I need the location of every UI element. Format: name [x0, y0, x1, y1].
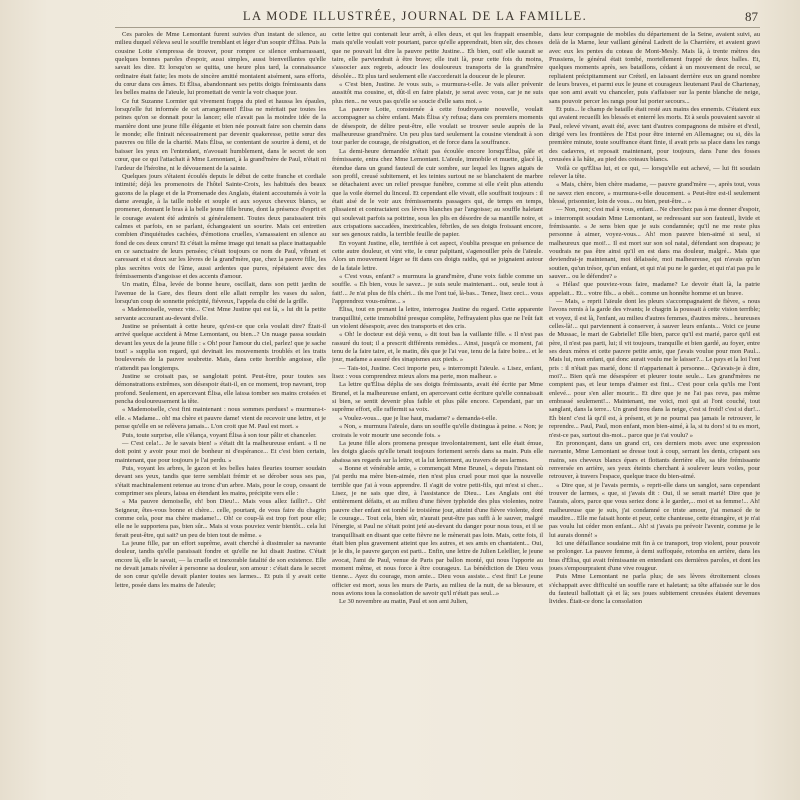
paragraph: « Voulez-vous... que je lise haut, madame? » demanda-t-elle. [339, 414, 498, 422]
paragraph: Un matin, Élisa, levée de bonne heure, oscillait, dans son petit jardin de l'avenue de la Gare, des fleurs dont elle allait remplir les vases du salon, lorsqu'un coup de sonnette précipité, fiévreux, l'appela du côté de la grille. [115, 281, 326, 305]
page-header [110, 9, 760, 25]
running-title: LA MODE ILLUSTRÉE, JOURNAL DE LA FAMILLE. [242, 9, 588, 23]
paragraph: « C'est vous, enfant? » murmura la grand'mère, d'une voix faible comme un souffle. « Eh bien, vous le savez... je suis seule maintenant... oui, seule tout à fait!... Je n'ai plus de fils chéri... ils me l'ont tué, là-bas... Tenez, lisez ceci... vous l'apprendrez vous-même... » [332, 272, 543, 305]
paragraph: Quelques jours s'étaient écoulés depuis le début de cette franche et cordiale intimité; déjà les promenoirs de l'hôtel Sainte-Croix, les habitués des beaux gazons de la plage et de la Promenade des Anglais, étaient accoutumés à voir la dame aveugle, à la taille noble et souple et aux soyeux cheveux blancs, se promener, donnant le bras à la belle jeune fille brune, dont la présence d'esprit et le courage avaient été admirés si généralement. Toutes deux paraissaient très calmes et parfois, en se parlant, échangeaient un sourire. Mais cet entretien combien d'inquiétudes cachées, d'émotions cruelles, s'amassaient en silence au fond de ces deux cœurs! Et c'était la même image qui tenait sa place inattaquable en ce sanctuaire de leurs pensées; c'était toujours ce nom de Paul, vibrant et caressant et si doux sur les lèvres de la grand'mère, que, chez la pauvre fille, les plus secrètes voix de l'âme, aussi ardentes que pures, répétaient avec des frémissements d'angoisse et des accents d'amour. [115, 172, 326, 280]
paragraph: « Non, » murmura l'aïeule, dans un souffle qu'elle distingua à peine. « Non; je croirais le voir mourir une seconde fois. » [332, 423, 543, 439]
text-columns [115, 31, 760, 796]
paragraph: Ce fut Suzanne Lormier qui vivement frappa du pied et haussa les épaules, lorsqu'elle fut informée de cet arrangement! Élisa ne méritait par toutes les peines qu'on se donnait pour la lancer; elle n'avait pas la moindre idée de la manière dont une jeune fille élégante et bien née pouvait faire son chemin dans le monde; elle finirait nécessairement par devenir quakeresse, petite sœur des pauvres ou fille de la charité. Mais Élisa, se contentant de sourire à demi, et de baisser les yeux en l'entendant, n'avouait humblement, dans le secret de son cœur, que ce qui l'attachait à Mme Lemontant, à la grand'mère de Paul, n'était ni l'ardeur de l'héroïne, ni le dévouement de la sainte. [115, 97, 326, 172]
paragraph: — C'est cela!... Je le savais bien! » s'était dit la malheureuse enfant. « Il ne doit point y avoir pour moi de bonheur ni d'espérance... Et c'est bien certain, maintenant, que pour toujours je l'ai perdu. » [115, 439, 326, 464]
paragraph: dans leur compagnie de mobiles du département de la Seine, avaient suivi, au delà de la Marne, leur vaillant général Ladreit de la Charrière, et avaient gravi avec eux les pentes du coteau de Mont-Mesly. Mais là, à trente mètres des Prussiens, le général était tombé, mortellement frappé de deux balles. Et, quelques moments après, ses bataillons, cédant à un mouvement de recul, se repliaient précipitamment sur Créteil, en laissant derrière eux un grand nombre de leurs braves, et parmi eux le jeune et courageux lieutenant Paul de Chartenay, que son ami avait vu chanceler, puis s'affaisser sur la pente blanche de neige, sans pouvoir percer les rangs pour lui porter secours... [549, 31, 760, 105]
paragraph: — Non, non; c'est mal à vous, enfant... Ne cherchez pas à me donner d'espoir, » interrompit soudain Mme Lemontant, se redressant sur son fauteuil, livide et frémissante. « Je sens bien que je suis condamnée; qu'il ne me reste plus personne à aimer, voyez-vous... Ah! mon pauvre bien-aimé si seul, si malheureux que moi!... Il est mort sur son sol natal, défendant son drapeau; je voudrais ne pas être ainsi qu'il en est dans ma douleur, malgré... Mais que deviendrai-je maintenant, moi délaissée, moi malheureuse, qui n'avais qu'un soutien, qu'un trésor, qu'un enfant, et qui n'ai pu ne le garder, et qui n'ai pas pu le sauver... ou le défendre? » [549, 206, 760, 280]
paragraph: Élisa, tout en prenant la lettre, interrogea Justine du regard. Cette apparente tranquillité, cette immobilité presque complète, l'effrayaient plus que ne l'eût fait un violent désespoir, avec des transports et des cris. [332, 306, 543, 331]
paragraph: « Dire que, si je l'avais permis, » reprit-elle dans un sanglot, sans cependant trouver de larmes, « que, si j'avais dit : Oui, il se serait marié! Dire que je l'aurais, alors, parce que vous seriez donc à le garder,... moi et sa femme!... Ah! malheureuse que je suis, j'ai condamné ce triste amour, j'ai menacé de te maudire... Elle me faisait honte et peur, cette chanteuse, cette étrangère, et je n'ai pas voulu lui céder mon enfant... Ah! si j'avais pu prévoir l'avenir, comme je le lui aurais donné! » [549, 481, 760, 539]
paragraph: « Ma pauvre demoiselle, eh! bon Dieu!... Mais vous allez faillir?... Oh! Seigneur, êtes-vous bonne et chère... celle, pourtant, de vous faire du chagrin comme cela, pour ma chère madame!... Oh! ce coup-là est trop fort pour elle; elle ne le supportera pas, bien sûr... Mais si vous pouviez venir bientôt... cela lui ferait peut-être, qui sait? un peu de bien tout de même. » [115, 498, 326, 539]
paragraph: « Oh! le docteur est déjà venu, » dit tout bas la vaillante fille. « Il n'est pas rassuré du tout; il a prescrit différents remèdes... Ainsi, jusqu'à ce moment, j'ai tenu de la faire taire, et, le matin, dès que je l'ai vue, tenu de la faire boire... et le jour, madame a assuré des sinapismes aux pieds. » [332, 331, 543, 364]
paragraph: cette lettre qui contenait leur arrêt, à elles deux, et qui les frappait ensemble, mais qu'elle voulait voir pourtant, parce qu'elle apprendrait, bien sûr, des choses que ne pouvait lui dire la pauvre petite Justine... Eh bien, oui! elle saurait se taire, elle parviendrait à être brave; elle irait là, pour cette fois du moins, s'associer aux regrets, adoucir les douloureux transports de la grand'mère désolée... Et plus tard seulement elle s'accorderait la douceur de le pleurer. [332, 31, 543, 80]
text-column-1 [115, 31, 326, 796]
paragraph: La lettre qu'Élisa déplia de ses doigts frémissants, avait été écrite par Mme Brunel, et la malheureuse enfant, en apercevant cette écriture qu'elle connaissait si bien, se sentit devenir plus faible et plus pâle encore. Cependant, par un suprême effort, elle raffermit sa voix. [332, 381, 543, 414]
paragraph: La jeune fille alors promena presque involontairement, tant elle était émue, les doigts glacés qu'elle tenait toujours fortement serrés dans sa main. Puis elle abaissa ses regards sur la lettre, et la lut lentement, au travers de ses larmes. [332, 439, 543, 464]
paragraph: Puis, toute surprise, elle s'élança, voyant Élisa à son tour pâlir et chanceler. [122, 431, 317, 439]
paragraph: En voyant Justine, elle, terrifiée à cet aspect, s'oublia presque en présence de cette autre douleur, et vint vite, le cœur palpitant, s'agenouiller près de l'aïeule. Alors un mouvement léger se fit dans ces doigts raidis, qui se joignaient autour de la fatale lettre. [332, 239, 543, 272]
paragraph: La demi-heure demandée n'était pas écoulée encore lorsqu'Élisa, pâle et frémissante, entra chez Mme Lemontant. L'aïeule, immobile et muette, glacé là, étendue dans un grand fauteuil de cuir sombre, sur lequel les lignes aiguës de son profil, creusé subitement, et les teintes surtout ne se blanchaient de marbre se détachaient avec un relief presque funèbre, comme si elle s'eût plus attendu que la voile éternel du linceul. Et cependant elle vivait, elle souffrait toujours : il était aisé de le voir aux frémissements passagers qui, de temps en temps, plissaient et contractaient ces lèvres blanches par l'angoisse; au souffle haletant qui soulevait parfois sa poitrine, sous les plis en désordre de sa mantille noire, et aux crispations saccadées, inextricables, fébriles, de ses doigts froissant encore, sur ses genoux raidis, la terrible feuille de papier. [332, 147, 543, 239]
paragraph: Et puis... le champ de bataille était resté aux mains des ennemis. C'étaient eux qui avaient recueilli les blessés et enterré les morts. Et à seuls pouvaient savoir si Paul, relevé vivant, avait été, avec tant d'autres compagnons de misère et d'exil, dirigé vers les frontières de l'Est pour être interné en Allemagne; ou si, dès la première minute, toute souffrance étant finie, il avait pris sa place dans les rangs des cadavres, et reposait maintenant, pour toujours, dans l'une des fosses creusées à la hâte, au pied des coteaux blancs. [549, 106, 760, 164]
header-rule [115, 27, 760, 28]
paragraph: Voilà ce qu'Élisa lut, et ce qui, — lorsqu'elle eut achevé, — lui fit soudain relever la tête. [549, 164, 760, 180]
paragraph: Ici une défaillance soudaine mit fin à ce transport, trop violent, pour pouvoir se prolonger. La pauvre femme, à demi suffoquée, retomba en arrière, dans les bras d'Élisa, qui avait frémissante en entendant ces dernières paroles, et dont les joues s'empourpraient d'une vive rougeur. [549, 539, 760, 572]
paragraph: « Mademoiselle, venez vite... C'est Mme Justine qui est là, » lui dit la petite servante accourant au-devant d'elle. [115, 306, 326, 322]
paragraph: « Mais, chère, bien chère madame, — pauvre grand'mère —, après tout, vous ne savez rien encore, » murmura-t-elle doucement. « Peut-être est-il seulement blessé, prisonnier, loin de vous... ou bien, peut-être... » [549, 181, 760, 205]
paragraph: « Hélas! que pouviez-vous faire, madame? Le devoir était là, la patrie appelait... Et... votre fils... a obéi... comme un honnête homme et un brave. [549, 281, 760, 297]
paragraph: En prononçant, dans un grand cri, ces derniers mots avec une expression navrante, Mme Lemontant se dresse tout à coup, serrant les dents, crispant ses mains, ses cheveux blancs épars et flottants derrière elle, sa tête frémissante renversée en arrière, ses yeux éteints cherchant à soulever leurs voiles, pour retrouver, à travers l'espace, quelque trace du bien-aimé. [549, 439, 760, 481]
paragraph: « Bonne et vénérable amie, » commençait Mme Brunel, « depuis l'instant où j'ai perdu ma mère bien-aimée, rien n'est plus cruel pour moi que la nouvelle terrible que j'ai à vous apprendre. Il s'agit de votre petit-fils, qui m'est si cher... Lisez, je ne sais que dire, à l'assistance de Dieu... Les Anglais ont été entièrement défaits, et au milieu d'une fièvre typhoïde des plus violentes, notre pauvre cher enfant est tombé le troisième jour, atteint d'une fièvre violente, dont le courage... Tout cela, bien sûr, n'aurait peut-être pas suffi à le sauver, malgré l'énergie, si Paul ne s'était point jeté au-devant du danger pour nous tous, et il se tranquillisait en disant que cette fièvre ne le mènerait pas loin. Mais, cette fois, il était bien plus gravement atteint que les autres, et ses amis en chantaient... Oui, je le dis, le pauvre garçon est parti... Enfin, une lettre de Julien Lelellier, le jeune avocat, l'ami de Paul, venue de Paris par ballon monté, qui nous l'apporte au moment même, et nous force à être courageux. La bénédiction de Dieu vous tienne... Ayez du courage, mon amie... Dieu vous assiste... c'est fini! Le jeune officier est mort, sous les murs de Paris, au milieu de la nuit, de sa blessure, et nous avions tous la consolation de savoir qu'il n'était pas seul...» [332, 464, 543, 598]
text-column-2 [332, 31, 543, 796]
paragraph: Puis, voyant les arbres, le gazon et les belles haies fleuries tourner soudain devant ses yeux, tandis que terre semblait frémir et se dérober sous ses pas, s'était machinalement retenue au tronc d'un arbre. Mais, pour le coup, cessant de comprimer ses pleurs, laissa en étendant les mains, précipite vers elle : [115, 464, 326, 497]
paragraph: Le 30 novembre au matin, Paul et son ami Julien, [339, 598, 468, 606]
page-number: 87 [745, 9, 758, 24]
paragraph: Justine se présentait à cette heure, qu'est-ce que cela voulait dire? Était-il arrivé quelque accident à Mme Lemontant, ou bien...? Un nuage passa soudain devant les yeux de la jeune fille : « Oh! pour l'amour du ciel, parlez! que je sache tout! » supplia son regard, qui devinait les mouvements troublés et les traits bouleversés de la pauvre soubrette. Mais, dans cette horrible angoisse, elle n'attendit pas longtemps. [115, 323, 326, 372]
paragraph: La pauvre Lotte, consternée à cette foudroyante nouvelle, voulait accompagner sa chère enfant. Mais Élisa s'y refusa; dans ces premiers moments de désespoir, de délire peut-être, elle voulait se trouver seule auprès de la malheureuse grand'mère. Un peu plus tard seulement la cousine viendrait à son tour parler de courage, de résignation, et de force dans la souffrance. [332, 106, 543, 147]
paragraph: Puis Mme Lemontant ne parla plus; de ses lèvres étroitement closes s'échappait avec difficulté un souffle rare et haletant; sa tête affaissée sur le dos du fauteuil ballottait çà et là; ses joues subitement creusées étaient devenues livides. Était-ce donc la consolation [549, 573, 760, 606]
paragraph: « Mademoiselle, c'est fini maintenant : nous sommes perdues! » murmura-t-elle. « Madame... oh! ma chère et pauvre dame! vient de recevoir une lettre, et je pense qu'elle en se relèvera jamais... L'on croit que M. Paul est mort. » [115, 406, 326, 431]
paragraph: « C'est bien, Justine. Je vous suis, » murmura-t-elle. Je vais aller prévenir aussitôt ma cousine, et, dût-il en faire plaisir, je serai avec vous, car je ne suis plus rien... ne veux pas qu'elle se soucie d'elle sans moi. » [332, 81, 543, 105]
paragraph: Ces paroles de Mme Lemontant furent suivies d'un instant de silence, au milieu duquel s'éleva seul le souffle tremblant et léger d'un soupir d'Élisa. Puis la cousine Lotte s'empressa de trouver, pour rompre ce silence embarrassant, quelques bonnes paroles d'espoir, aussi simples, aussi bienveillantes qu'elle savait les dire. Et lorsqu'on se quitta, une heure plus tard, la connaissance ordinaire était faite; les mots de sincère amitié montaient aisément, sans efforts, du cœur dans ces âmes. Et Élisa, abandonnant ses petits doigts frémissants dans les belles mains de l'aïeule, lui promettait de venir la voir chaque jour. [115, 31, 326, 97]
paragraph: — Tais-toi, Justine. Ceci importe peu, » interrompit l'aïeule. « Lisez, enfant, lisez : vous comprendrez mieux alors ma perte, mon malheur. » [332, 364, 543, 381]
paragraph: — Mais, » reprit l'aïeule dont les pleurs s'accompagnaient de fièvre, « nous l'avons remis à la garde des vivants; le chagrin la poussait à cette vision terrible; et voyez, il est là, l'enfant, au milieu d'autres femmes, d'autres mères... heureuses celles-là!... qui parviennent à conserver, à sauver leurs enfants... Voici ce jeune de Mussac, le mari de Gabrielle! Elle bien, parce qu'il est marié, parce qu'il est père, il n'est pas parti, lui; il vit toujours, tranquille et bien gardé, au foyer, entre ses deux mères et cette pauvre petite amie, que j'avais voulue pour mon Paul... Mais lui, mon enfant, qui donc aurait voulu me le laisser?... Le pays et la loi l'ont pris : il n'était pas marié, donc il n'appartenait à personne... Qu'avais-je à dire, moi?... Bien qu'à me désespérer et pleurer toute seule... Les grand'mères ne comptent pas, et leur temps d'aimer est fini... C'est pour cela qu'ils me l'ont enlevé... pour s'en aller mourir... Et dire que je ne l'ai pas revu, pas même embrassé seulement!... Maintenant, me voici, moi qui ai l'ont couché, tout sanglant, dans la terre... Un grand trou dans la neige, c'est si froid! c'est si dur!... Eh bien! c'est là qu'il est, à présent, et je ne pourrai pas jamais le retrouver, le reprendre... Paul, Paul, mon enfant, mon bien-aimé, à la, si tu dors! si tu es mort, n'est-ce pas, surtout dis-moi... parce que je t'ai voulu? » [549, 298, 760, 439]
text-column-3 [549, 31, 760, 796]
paragraph: Justine se croisait pas, se sanglotait point. Peut-être, pour toutes ses démonstrations extrêmes, son désespoir était-il, en ce moment, trop navrant, trop profond. Seulement, en apercevant Élisa, elle laissa tomber ses mains croisées et pencha douloureusement la tête. [115, 373, 326, 406]
paragraph: La jeune fille, par un effort suprême, avait cherché à dissimuler sa navrante douleur, tandis qu'elle paraissait fondre et qu'elle ne lui disait Justine. C'était encore là, elle le savait, — la cruelle et inexorable fatalité de son existence. Elle ne devait jamais révéler à personne sa douleur, son amour : c'était dans le secret de son cœur qu'elle devait planter toutes ses larmes... Et puis il y avait cette lettre, posée dans les mains de l'aïeule; [115, 539, 326, 589]
